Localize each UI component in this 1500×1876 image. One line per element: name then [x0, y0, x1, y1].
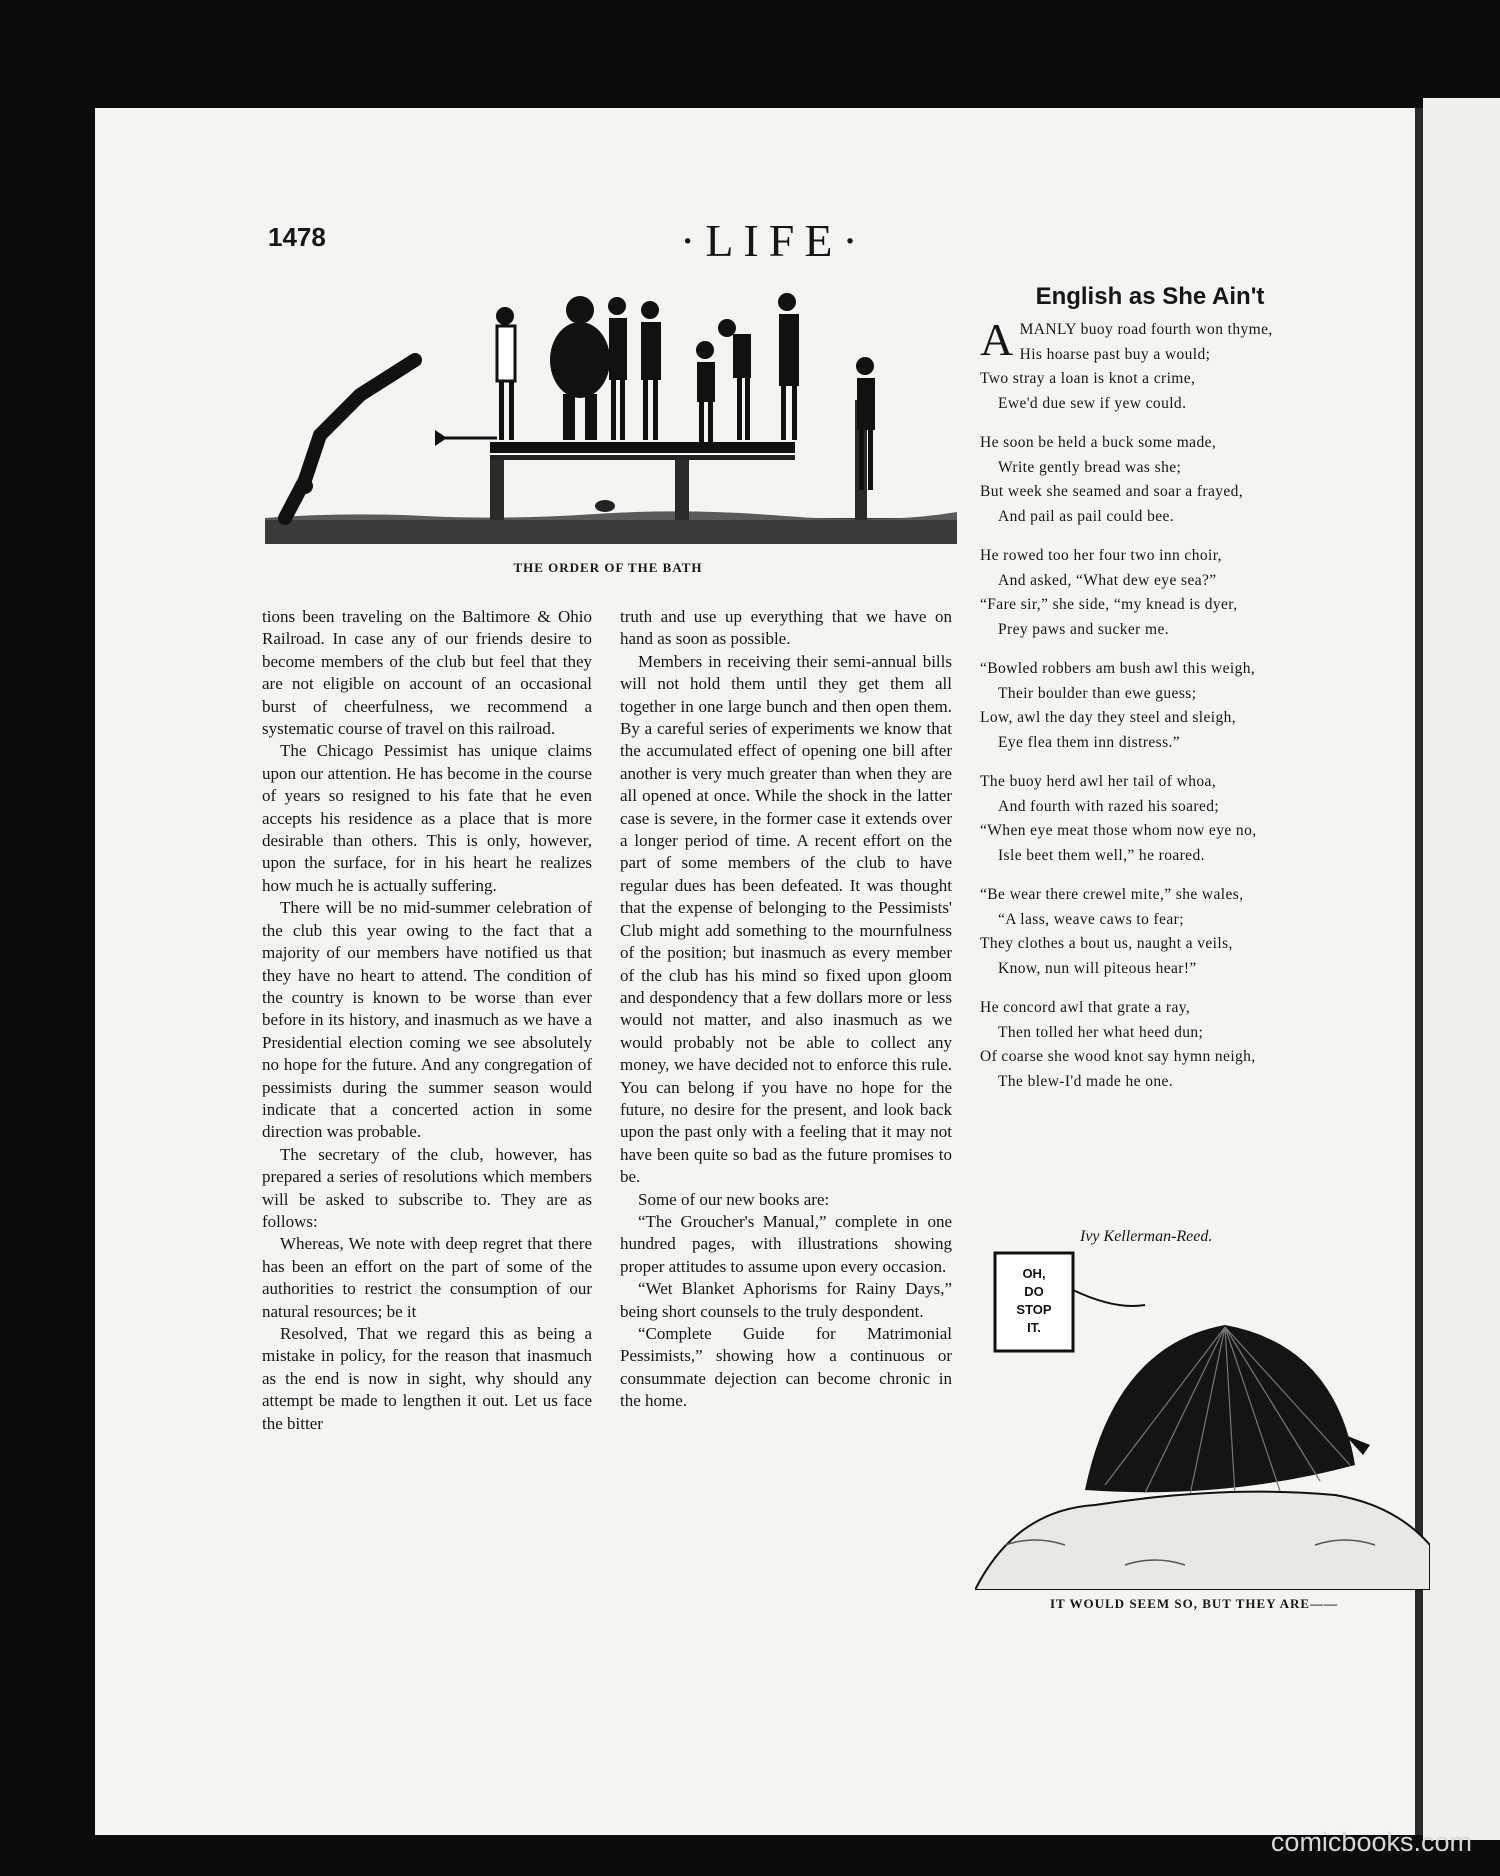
poem-line: Two stray a loan is knot a crime,: [980, 370, 1196, 387]
article-column-1: [262, 606, 592, 1435]
paragraph: “Complete Guide for Matrimonial Pessimists,” showing how a continuous or consummate dejection can become chronic in the home.: [620, 1324, 952, 1411]
poem-line: “A lass, weave caws to fear;: [998, 910, 1184, 928]
paragraph: tions been traveling on the Baltimore & Ohio Railroad. In case any of our friends desire to become members of the club but feel that they are not eligible on account of an occasional burst of cheerfulness, we recommend a systematic course of travel on this railroad.: [262, 607, 592, 739]
paragraph: Members in receiving their semi-annual bills will not hold them until they get them all together in one large bunch and then open them. By a careful series of experiments we know that the accumulated effect of opening one bill after another is very much greater than when they are all opened at once. While the shock in the latter case is severe, in the former case it extends over a longer period of time. A recent effort on the part of some members of the club to have regular dues has been defeated. It was thought that the expense of belonging to the Pessimists' Club might add something to the mournfulness of the position; but inasmuch as every member of the club has his mind so fixed upon gloom and despondency that a few dollars more or less would not matter, and also inasmuch as we would probably not be able to collect any money, we have decided not to enforce this rule. You can belong if you have no hope for the future, no desire for the present, and look back upon the past only with a feeling that it may not have been quite so bad as the future promises to be.: [620, 651, 952, 1187]
poem-line: “Fare sir,” she side, “my knead is dyer,: [980, 596, 1238, 613]
poem-line: Of coarse she wood knot say hymn neigh,: [980, 1048, 1256, 1065]
poem-line: He soon be held a buck some made,: [980, 434, 1217, 451]
paragraph: The Chicago Pessimist has unique claims upon our attention. He has become in the course of years so resigned to his fate that he even accepts his residence as a place that is more desirable than others. This is only, however, upon the surface, for in his heart he realizes how much he is actually suffering.: [262, 741, 592, 895]
poem-line: MANLY buoy road fourth won thyme,: [1019, 321, 1273, 338]
poem-line: Isle beet them well,” he roared.: [998, 846, 1205, 864]
poem-line: Write gently bread was she;: [998, 458, 1182, 476]
sign-line: OH,: [1022, 1266, 1046, 1281]
poem-line: Their boulder than ewe guess;: [998, 684, 1197, 702]
poem-line: And fourth with razed his soared;: [998, 797, 1220, 815]
poem-line: Then tolled her what heed dun;: [998, 1023, 1204, 1041]
poem-line: His hoarse past buy a would;: [1019, 345, 1211, 363]
sign-line: STOP: [1016, 1302, 1052, 1317]
page-number: 1478: [268, 222, 326, 252]
pier-post-left: [490, 460, 504, 520]
poem-title: English as She Ain't: [1035, 283, 1265, 310]
stanza: [980, 431, 1312, 529]
poem-line: He concord awl that grate a ray,: [980, 999, 1191, 1016]
masthead-title: ·LIFE·: [680, 215, 868, 266]
stanza: [980, 314, 1312, 416]
paragraph: Whereas, We note with deep regret that there has been an effort on the part of some of the authorities to restrict the consumption of our natural resources; be it: [262, 1234, 592, 1321]
paragraph: “Wet Blanket Aphorisms for Rainy Days,” being short counsels to the truly despondent.: [620, 1279, 952, 1321]
stanza: [980, 883, 1312, 981]
ground-strip: [265, 518, 957, 544]
poem-line: And pail as pail could bee.: [998, 507, 1175, 525]
diver-figure: [285, 360, 415, 518]
paragraph: The secretary of the club, however, has prepared a series of resolutions which members will be asked to subscribe to. They are as follows:: [262, 1144, 592, 1231]
poem-line: The buoy herd awl her tail of whoa,: [980, 773, 1217, 790]
poem-line: Prey paws and sucker me.: [998, 620, 1170, 638]
stanza: [980, 996, 1312, 1094]
watermark: comicbooks.com: [1270, 1827, 1472, 1857]
poem-line: Ewe'd due sew if yew could.: [998, 394, 1187, 412]
poem-line: The blew-I'd made he one.: [998, 1072, 1174, 1090]
poem-line: “Be wear there crewel mite,” she wales,: [980, 886, 1244, 903]
next-page-edge: [1423, 98, 1500, 1840]
sign-line: IT.: [1027, 1320, 1041, 1335]
bathing-illustration: [265, 290, 957, 546]
paragraph: There will be no mid-summer celebration of the club this year owing to the fact that a majority of our members have notified us that they have no heart to attend. The condition of the country is known to be worse than ever before in its history, and inasmuch as we have a Presidential election coming we see absolutely no hope for the future. And any congregation of pessimists during the summer season would indicate that a concerted action in some direction was probable.: [262, 898, 592, 1142]
poem-line: And asked, “What dew eye sea?”: [998, 571, 1217, 589]
paragraph: “The Groucher's Manual,” complete in one hundred pages, with illustrations showing proper attitudes to assume upon every occasion.: [620, 1211, 952, 1276]
poem-line: Eye flea them inn distress.”: [998, 733, 1181, 751]
paragraph: Some of our new books are:: [638, 1189, 830, 1209]
stanza: [980, 657, 1312, 755]
pier-post-mid: [675, 460, 689, 520]
poem-line: But week she seamed and soar a frayed,: [980, 483, 1244, 500]
article-column-2: [620, 606, 952, 1413]
poem-body: [980, 314, 1312, 1109]
umbrella-illustration: [975, 1245, 1430, 1590]
paragraph: truth and use up everything that we have on hand as soon as possible.: [620, 607, 952, 649]
paragraph: Resolved, That we regard this as being a mistake in policy, for the reason that inasmuch as the end is now in sight, why should any attempt be made to lengthen it out. Let us face the bitter: [262, 1324, 592, 1433]
drop-cap: A: [980, 314, 1014, 365]
illustration-caption: THE ORDER OF THE BATH: [513, 560, 703, 575]
swimmer-head: [595, 500, 615, 512]
poem-line: They clothes a bout us, naught a veils,: [980, 935, 1233, 952]
stanza: [980, 544, 1312, 642]
poem-author: Ivy Kellerman-Reed.: [1080, 1228, 1213, 1245]
poem-line: “When eye meat those whom now eye no,: [980, 822, 1257, 839]
sign-line: DO: [1024, 1284, 1044, 1299]
poem-line: Know, nun will piteous hear!”: [998, 959, 1197, 977]
poem-line: Low, awl the day they steel and sleigh,: [980, 709, 1237, 726]
pier-top: [490, 442, 795, 453]
poem-line: “Bowled robbers am bush awl this weigh,: [980, 660, 1256, 677]
poem-line: He rowed too her four two inn choir,: [980, 547, 1222, 564]
umbrella-caption: IT WOULD SEEM SO, BUT THEY ARE——: [1050, 1596, 1339, 1611]
stanza: [980, 770, 1312, 868]
